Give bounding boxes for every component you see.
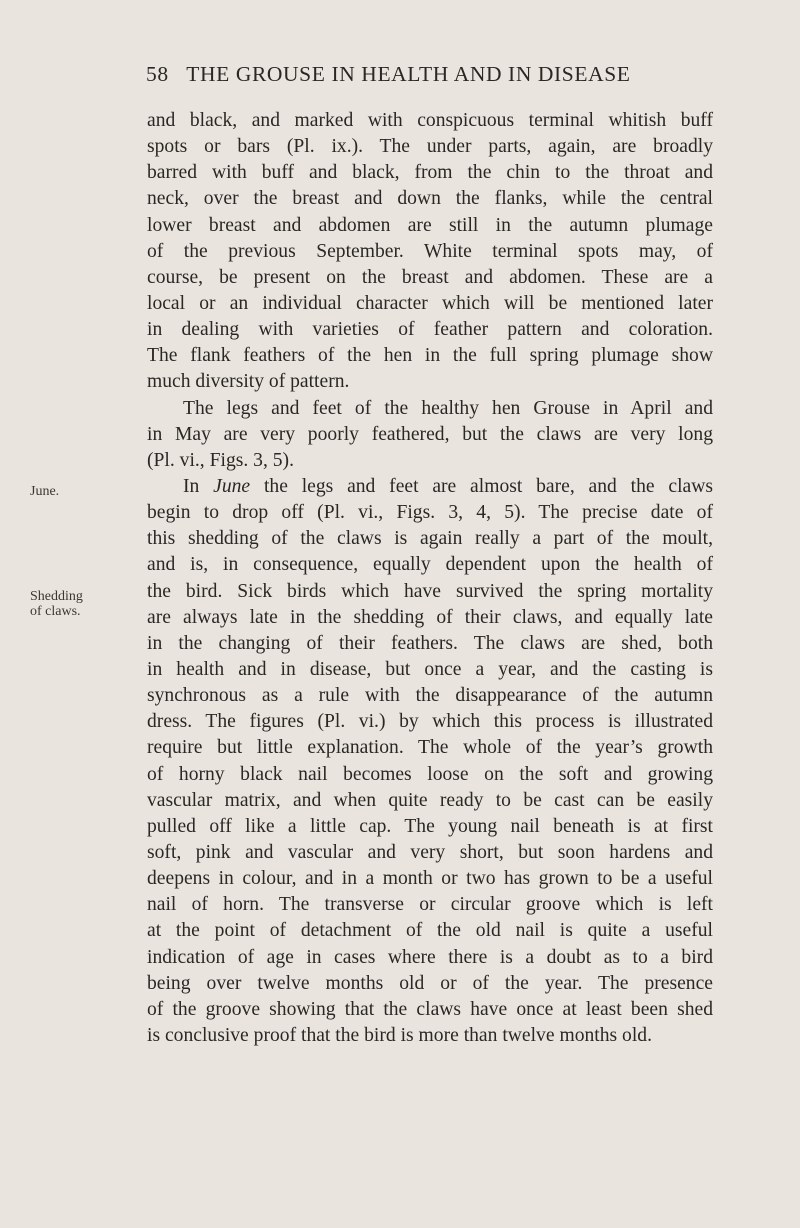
margin-note-shedding: Shedding — [30, 589, 83, 604]
running-head — [146, 62, 716, 87]
june-italic: June — [213, 475, 251, 497]
text-line: spots or bars (Pl. ix.). The under parts, again, are broadly — [147, 136, 713, 158]
text-line: (Pl. vi., Figs. 3, 5). — [147, 449, 294, 471]
text-line: barred with buff and black, from the chin to the throat and — [147, 162, 713, 184]
text-line: at the point of detachment of the old nail is quite a useful — [147, 920, 713, 942]
running-title: THE GROUSE IN HEALTH AND IN DISEASE — [186, 62, 631, 86]
text-line: begin to drop off (Pl. vi., Figs. 3, 4, 5). The precise date of — [147, 502, 713, 524]
text-line: soft, pink and vascular and very short, but soon hardens and — [147, 841, 713, 863]
text-line-june — [147, 474, 713, 500]
text-line: lower breast and abdomen are still in the autumn plumage — [147, 214, 713, 236]
text-line: in dealing with varieties of feather pattern and coloration. — [147, 319, 713, 341]
text-line: in May are very poorly feathered, but the claws are very long — [147, 423, 713, 445]
text-line: and is, in consequence, equally dependent upon the health of — [147, 554, 713, 576]
body-text — [147, 108, 713, 1049]
text-line: of the previous September. White terminal spots may, of — [147, 240, 713, 262]
text-line: being over twelve months old or of the year. The presence — [147, 972, 713, 994]
text-line: course, be present on the breast and abdomen. These are a — [147, 266, 713, 288]
text-line: is conclusive proof that the bird is more than twelve months old. — [147, 1024, 652, 1046]
text-line: nail of horn. The transverse or circular groove which is left — [147, 894, 713, 916]
text-line: of the groove showing that the claws have once at least been shed — [147, 998, 713, 1020]
text-line: pulled off like a little cap. The young nail beneath is at first — [147, 815, 713, 837]
text-line: are always late in the shedding of their claws, and equally late — [147, 606, 713, 628]
margin-note-of-claws: of claws. — [30, 604, 81, 619]
text-line: and black, and marked with conspicuous terminal whitish buff — [147, 110, 713, 131]
text-line: this shedding of the claws is again really a part of the moult, — [147, 528, 713, 550]
text-line: of horny black nail becomes loose on the soft and growing — [147, 763, 713, 785]
text-line: neck, over the breast and down the flanks, while the central — [147, 188, 713, 210]
text-line: The flank feathers of the hen in the full spring plumage show — [147, 345, 713, 367]
text-line: the bird. Sick birds which have survived the spring mortality — [147, 580, 713, 602]
june-rest: the legs and feet are almost bare, and the claws — [263, 475, 713, 497]
text-line: local or an individual character which will be mentioned later — [147, 292, 713, 314]
text-line: in the changing of their feathers. The claws are shed, both — [147, 632, 713, 654]
text-line: require but little explanation. The whole of the year’s growth — [147, 737, 713, 759]
text-line: in health and in disease, but once a year, and the casting is — [147, 658, 713, 680]
text-line: The legs and feet of the healthy hen Grouse in April and — [183, 397, 713, 419]
text-line: synchronous as a rule with the disappearance of the autumn — [147, 685, 713, 707]
text-line: much diversity of pattern. — [147, 371, 350, 393]
text-line: vascular matrix, and when quite ready to be cast can be easily — [147, 789, 713, 811]
margin-note-june: June. — [30, 484, 60, 499]
text-line: indication of age in cases where there is a doubt as to a bird — [147, 946, 713, 968]
page-number: 58 — [146, 62, 169, 86]
june-lead: In — [183, 475, 200, 497]
text-line: deepens in colour, and in a month or two has grown to be a useful — [147, 868, 713, 890]
text-line: dress. The figures (Pl. vi.) by which this process is illustrated — [147, 711, 713, 733]
